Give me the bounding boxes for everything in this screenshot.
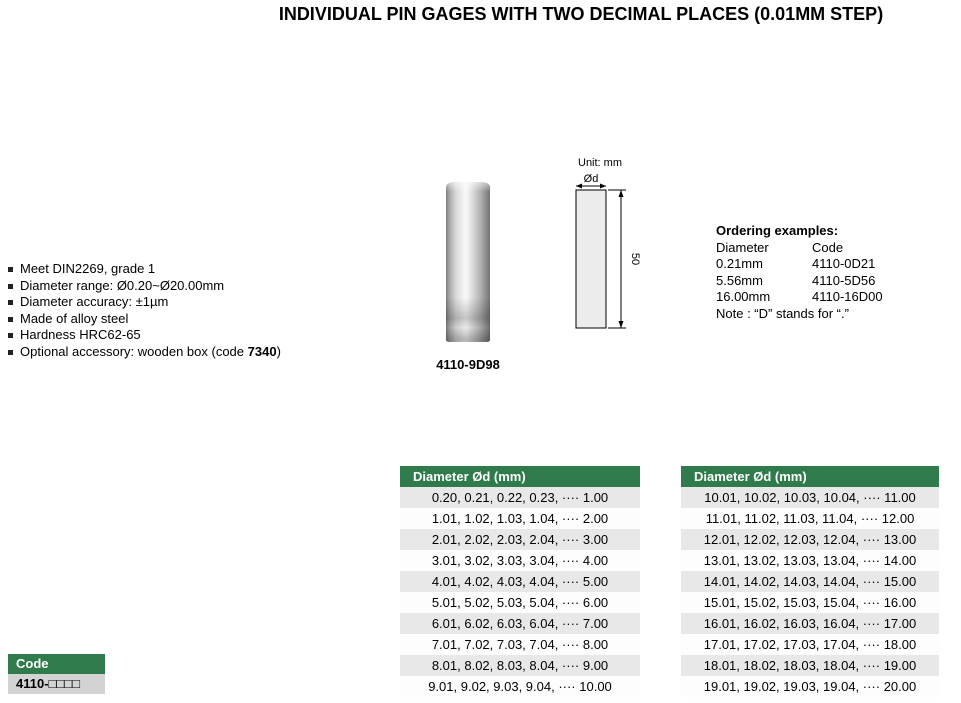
feature-text: Made of alloy steel (20, 310, 129, 326)
ordering-examples (716, 223, 951, 322)
ordering-diameter: 16.00mm (716, 289, 771, 304)
accessory-code: 7340 (247, 343, 277, 359)
table-row: 10.01, 10.02, 10.03, 10.04, ···· 11.00 (681, 487, 939, 508)
bullet-icon (8, 333, 13, 338)
feature-text: Diameter range: Ø0.20~Ø20.00mm (20, 277, 225, 293)
table-row: 15.01, 15.02, 15.03, 15.04, ···· 16.00 (681, 592, 939, 613)
col-code-label: Code (812, 239, 844, 255)
table-row: 5.01, 5.02, 5.03, 5.04, ···· 6.00 (400, 592, 640, 613)
ordering-code: 4110-0D21 (812, 256, 876, 271)
table-row: 12.01, 12.02, 12.03, 12.04, ···· 13.00 (681, 529, 939, 550)
table-rows (400, 487, 640, 697)
table-row: 2.01, 2.02, 2.03, 2.04, ···· 3.00 (400, 529, 640, 550)
length-dim-label: 50 (629, 252, 641, 266)
ordering-row (716, 289, 951, 306)
table-row: 1.01, 1.02, 1.03, 1.04, ···· 2.00 (400, 508, 640, 529)
ordering-columns (716, 240, 951, 257)
table-header: Diameter Ød (mm) (400, 466, 640, 487)
table-row: 9.01, 9.02, 9.03, 9.04, ···· 10.00 (400, 676, 640, 697)
feature-item-accessory (8, 344, 281, 361)
ordering-note: Note : “D” stands for “.” (716, 305, 849, 321)
diameter-dim-label: Ød (583, 173, 599, 185)
arrowhead-bottom-icon (619, 321, 624, 328)
table-row: 17.01, 17.02, 17.03, 17.04, ···· 18.00 (681, 634, 939, 655)
feature-item (8, 261, 281, 278)
bullet-icon (8, 317, 13, 322)
table-row: 19.01, 19.02, 19.03, 19.04, ···· 20.00 (681, 676, 939, 697)
bullet-icon (8, 267, 13, 272)
table-rows (681, 487, 939, 697)
table-header: Diameter Ød (mm) (681, 466, 939, 487)
ordering-diameter: 0.21mm (716, 256, 763, 271)
table-row: 6.01, 6.02, 6.03, 6.04, ···· 7.00 (400, 613, 640, 634)
unit-label: Unit: mm (578, 157, 622, 169)
ordering-row (716, 256, 951, 273)
table-row: 14.01, 14.02, 14.03, 14.04, ···· 15.00 (681, 571, 939, 592)
ordering-code: 4110-16D00 (812, 289, 883, 304)
accessory-prefix: Optional accessory: wooden box (code (20, 343, 248, 359)
ordering-row (716, 273, 951, 290)
pin-model-label: 4110-9D98 (436, 357, 500, 372)
table-row: 16.01, 16.02, 16.03, 16.04, ···· 17.00 (681, 613, 939, 634)
arrowhead-left-icon (576, 184, 582, 189)
feature-item (8, 294, 281, 311)
bullet-icon (8, 284, 13, 289)
code-block-value: 4110-□□□□ (8, 674, 105, 694)
pin-gage-photo (446, 182, 490, 342)
table-row: 8.01, 8.02, 8.03, 8.04, ···· 9.00 (400, 655, 640, 676)
table-row: 4.01, 4.02, 4.03, 4.04, ···· 5.00 (400, 571, 640, 592)
dimension-drawing (568, 152, 663, 342)
feature-item (8, 327, 281, 344)
ordering-code: 4110-5D56 (812, 272, 876, 288)
pin-outline-rect (576, 190, 606, 328)
feature-text: Meet DIN2269, grade 1 (20, 261, 156, 276)
bullet-icon (8, 300, 13, 305)
table-row: 11.01, 11.02, 11.03, 11.04, ···· 12.00 (681, 508, 939, 529)
feature-text: Hardness HRC62-65 (20, 327, 141, 342)
arrowhead-top-icon (619, 190, 624, 197)
table-row: 7.01, 7.02, 7.03, 7.04, ···· 8.00 (400, 634, 640, 655)
feature-text: Diameter accuracy: ±1µm (20, 294, 169, 309)
feature-list (8, 261, 281, 360)
code-block (8, 654, 105, 694)
feature-text (20, 344, 281, 361)
table-row: 0.20, 0.21, 0.22, 0.23, ···· 1.00 (400, 487, 640, 508)
page-title: INDIVIDUAL PIN GAGES WITH TWO DECIMAL PLACES (0.01MM STEP) (278, 4, 884, 24)
accessory-suffix: ) (276, 343, 281, 359)
ordering-diameter: 5.56mm (716, 272, 763, 288)
table-row: 13.01, 13.02, 13.03, 13.04, ···· 14.00 (681, 550, 939, 571)
table-row: 18.01, 18.02, 18.03, 18.04, ···· 19.00 (681, 655, 939, 676)
code-block-header: Code (8, 654, 105, 674)
ordering-heading: Ordering examples: (716, 223, 839, 238)
arrowhead-right-icon (600, 184, 606, 189)
feature-item (8, 311, 281, 328)
feature-item (8, 278, 281, 295)
table-row: 3.01, 3.02, 3.03, 3.04, ···· 4.00 (400, 550, 640, 571)
diameter-table-right (681, 466, 939, 697)
diameter-table-left (400, 466, 640, 697)
col-diameter-label: Diameter (716, 239, 769, 255)
technical-drawing (568, 152, 663, 347)
bullet-icon (8, 350, 13, 355)
